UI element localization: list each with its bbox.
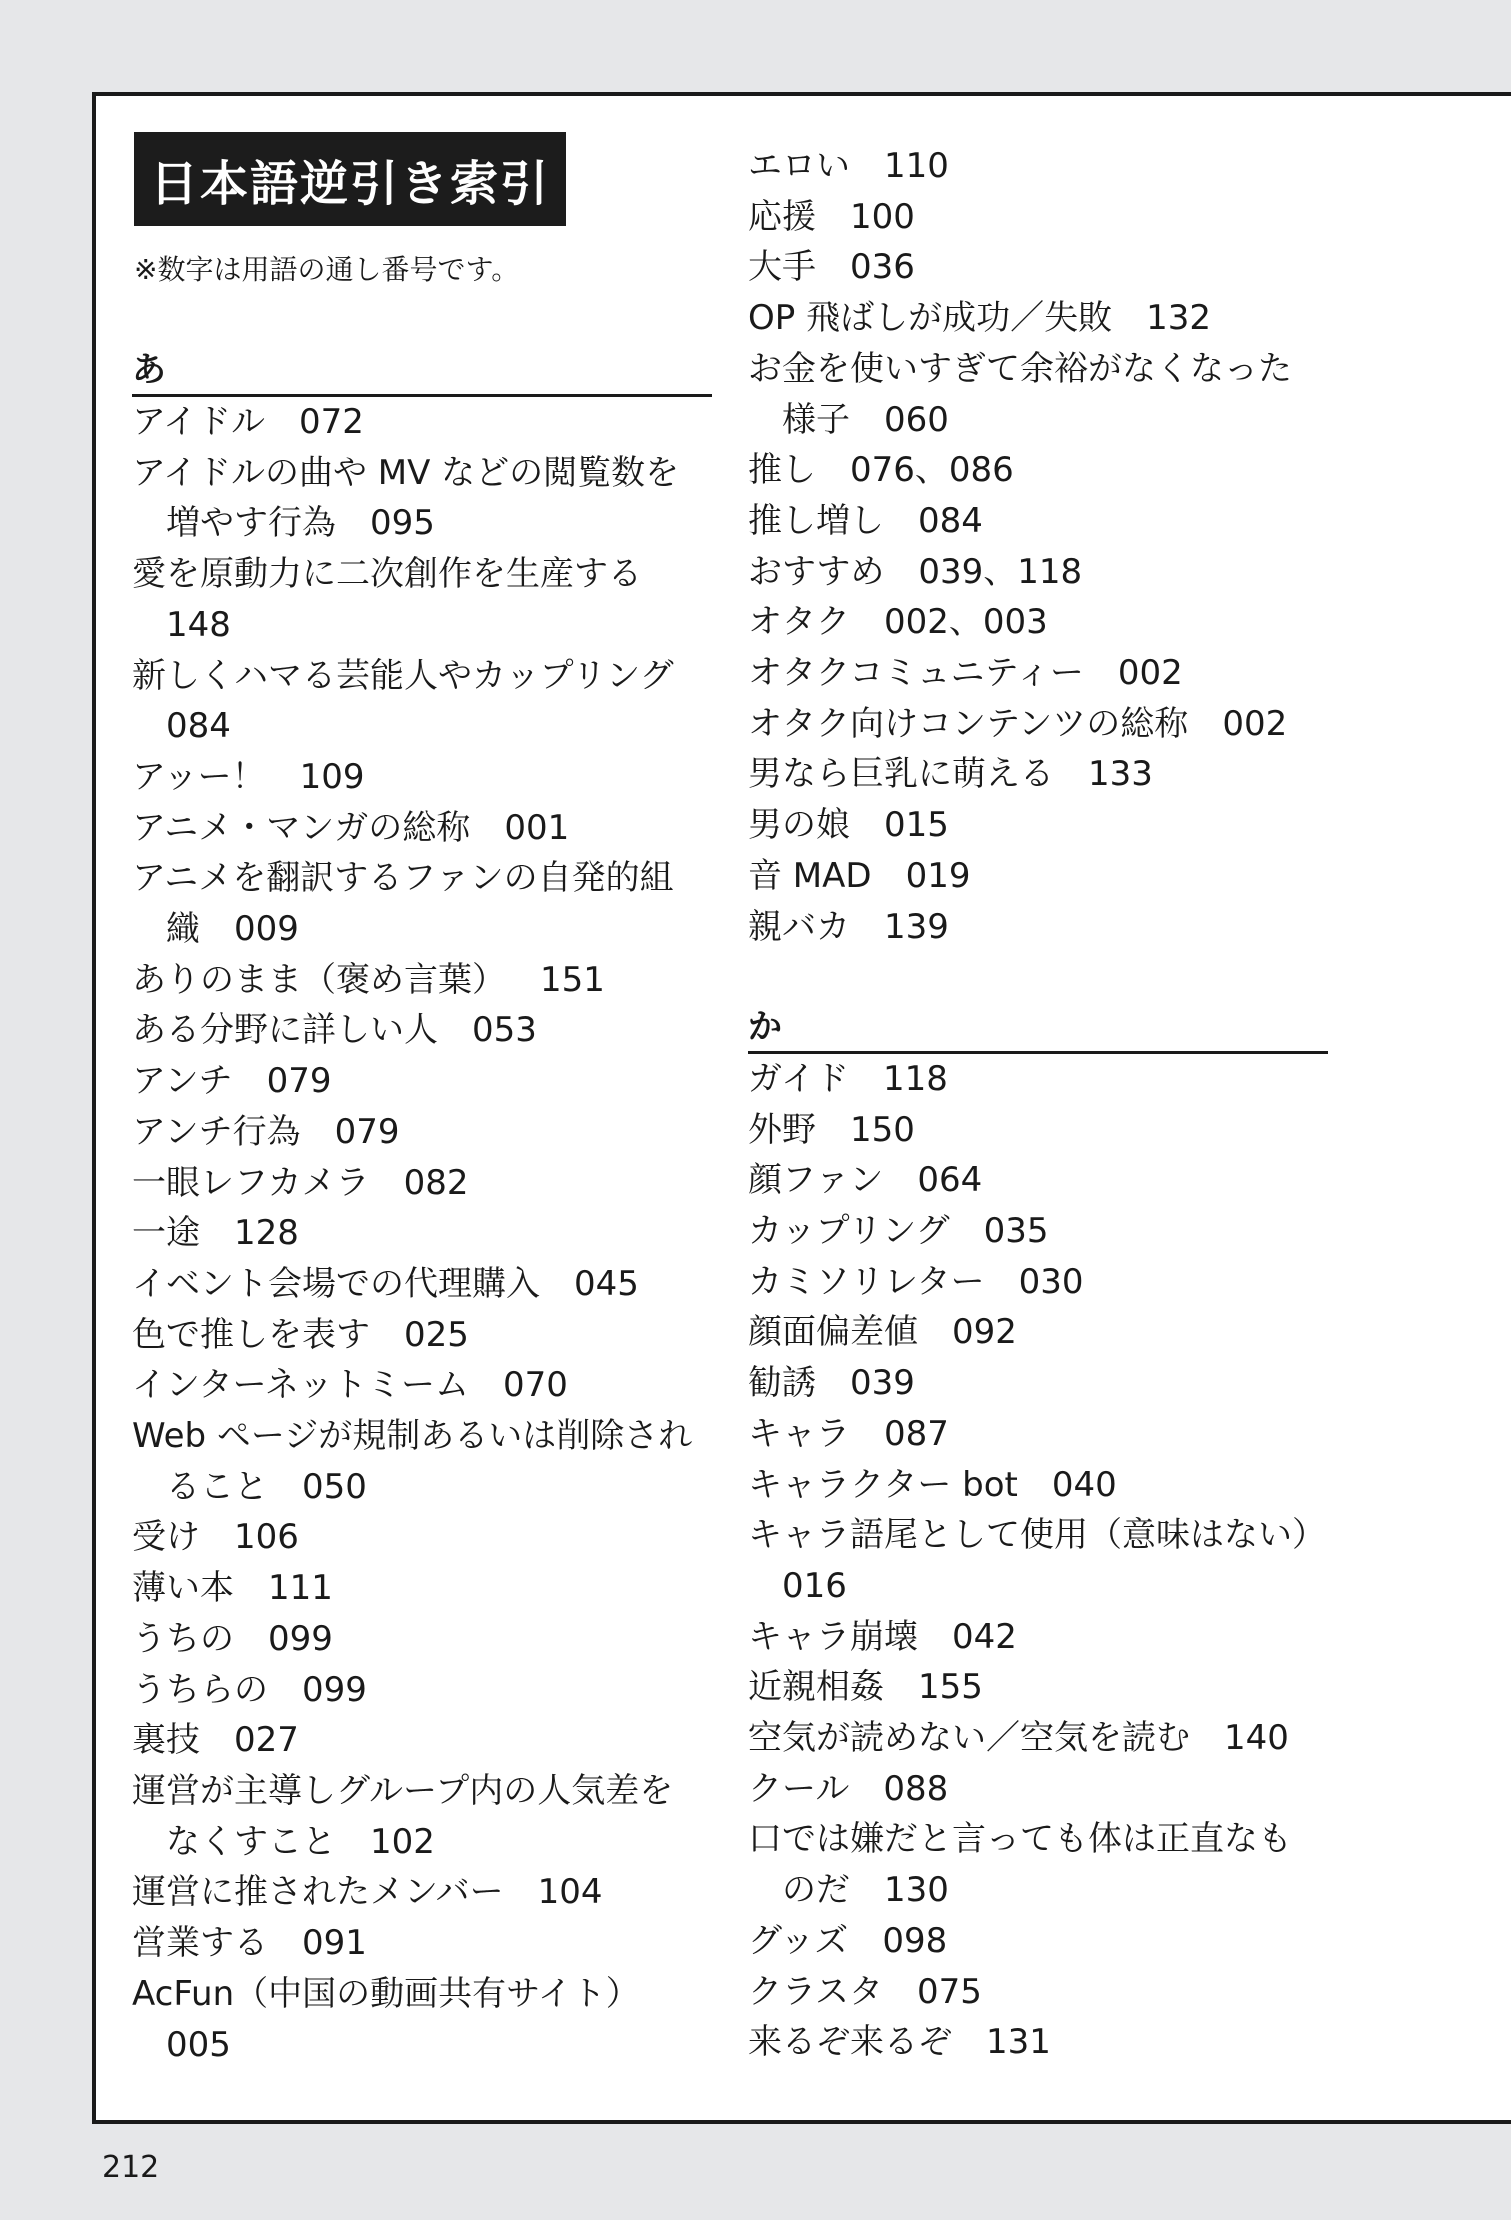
entry-term: 一眼レフカメラ [132, 1162, 370, 1203]
index-entry [132, 803, 712, 854]
entry-number: 087 [884, 1413, 949, 1454]
index-entry [748, 1713, 1328, 1764]
entry-number: 110 [884, 146, 949, 186]
entry-term: OP 飛ばしが成功／失敗 [748, 298, 1113, 339]
entry-term: グッズ [748, 1920, 849, 1961]
entry-term: オタク [748, 602, 850, 643]
entry-number: 151 [540, 959, 605, 1000]
entry-number: 025 [404, 1314, 469, 1355]
entry-term: 新しくハマる芸能人やカップリング [132, 655, 674, 696]
entry-term: 男なら巨乳に萌える [748, 754, 1054, 795]
entry-term: 受け [132, 1517, 200, 1558]
index-entry [132, 1259, 712, 1310]
entry-number: 109 [299, 756, 365, 797]
index-entry [748, 1510, 1328, 1561]
entry-number: 082 [403, 1162, 469, 1203]
index-entry [748, 749, 1328, 800]
entry-term: アニメを翻訳するファンの自発的組 [132, 858, 674, 899]
entry-term: イベント会場での代理購入 [132, 1263, 540, 1304]
entry-number: 102 [370, 1821, 435, 1862]
index-entry [748, 192, 1328, 243]
entry-term: ること [166, 1466, 268, 1507]
entry-number: 001 [504, 807, 570, 848]
index-entry [132, 1918, 712, 1969]
entry-number: 040 [1051, 1464, 1117, 1505]
index-entry-continuation [132, 701, 712, 752]
entry-term: Web ページが規制あるいは削除され [132, 1416, 693, 1457]
entry-number: 118 [882, 1058, 948, 1099]
index-entry [748, 648, 1328, 699]
index-column-right [748, 141, 1328, 2068]
index-entry [132, 955, 712, 1006]
entry-number: 095 [370, 503, 435, 544]
entry-number: 002 [1117, 653, 1183, 694]
index-entry [748, 1967, 1328, 2018]
index-entry [132, 1969, 712, 2020]
entry-number: 098 [882, 1920, 948, 1961]
index-entry-continuation [132, 904, 712, 955]
index-entry [132, 549, 712, 600]
entry-term: 親バカ [748, 906, 850, 947]
index-entry [132, 1715, 712, 1766]
entry-number: 155 [918, 1667, 983, 1708]
entry-number: 053 [472, 1010, 537, 1051]
page-number: 212 [102, 2150, 160, 2185]
entry-number: 009 [234, 909, 299, 950]
entry-number: 111 [268, 1568, 333, 1609]
entry-number: 039 [850, 1363, 915, 1404]
entry-number: 088 [883, 1768, 949, 1809]
entry-term: クラスタ [748, 1971, 883, 2012]
entry-term: 様子 [782, 399, 850, 440]
index-entry [748, 1054, 1328, 1105]
index-entry [132, 1360, 712, 1411]
entry-term: うちらの [132, 1669, 268, 1710]
entry-term: 顔面偏差値 [748, 1312, 918, 1353]
index-entry [132, 397, 712, 448]
index-entry [748, 851, 1328, 902]
section-header: か [748, 1003, 1328, 1054]
entry-term: キャラ崩壊 [748, 1616, 918, 1657]
entry-term: 増やす行為 [166, 503, 336, 544]
entry-number: 079 [334, 1111, 400, 1152]
entry-number: 084 [918, 500, 983, 541]
index-entry [132, 1766, 712, 1817]
index-entry [748, 1662, 1328, 1713]
entry-number: 132 [1146, 298, 1211, 339]
entry-term: 来るぞ来るぞ [748, 2022, 952, 2063]
entry-term: キャラクター bot [748, 1464, 1018, 1505]
index-entry [748, 1460, 1328, 1511]
index-entry [748, 1814, 1328, 1865]
entry-number: 070 [502, 1365, 568, 1406]
entry-term: アニメ・マンガの総称 [132, 807, 471, 848]
entry-term: オタク向けコンテンツの総称 [748, 703, 1189, 744]
entry-number: 106 [234, 1517, 299, 1558]
index-entry [748, 1155, 1328, 1206]
index-entry-continuation [748, 1561, 1328, 1612]
entry-term: 大手 [748, 247, 816, 288]
entry-term: 音 MAD [748, 855, 872, 896]
index-entry [748, 242, 1328, 293]
entry-number: 045 [574, 1263, 639, 1304]
index-entry [748, 800, 1328, 851]
index-entry-continuation [132, 498, 712, 549]
entry-term: 口では嫌だと言っても体は正直なも [748, 1819, 1292, 1860]
entry-term: ある分野に詳しい人 [132, 1010, 438, 1051]
entry-number: 091 [302, 1923, 367, 1964]
entry-term: 応援 [748, 196, 816, 237]
entry-term: おすすめ [748, 551, 885, 592]
entry-term: 空気が読めない／空気を読む [748, 1718, 1190, 1759]
entry-term: クール [748, 1768, 850, 1809]
entry-term: 推し増し [748, 500, 884, 541]
entry-term: アッー！ [132, 756, 266, 797]
entry-number: 015 [884, 805, 949, 846]
entry-term: アンチ行為 [132, 1111, 301, 1152]
entry-term: 運営が主導しグループ内の人気差を [132, 1770, 674, 1811]
entry-term: インターネットミーム [132, 1365, 469, 1406]
entry-term: 外野 [748, 1109, 816, 1150]
index-entry [748, 1257, 1328, 1308]
index-entry [132, 1208, 712, 1259]
entry-term: ガイド [748, 1058, 849, 1099]
entry-number: 005 [166, 2024, 231, 2065]
entry-number: 076、086 [850, 450, 1014, 491]
index-entry [132, 1614, 712, 1665]
entry-term: 顔ファン [748, 1160, 884, 1201]
index-entry [132, 651, 712, 702]
index-entry [748, 445, 1328, 496]
entry-number: 131 [986, 2022, 1051, 2063]
entry-term: カミソリレター [748, 1261, 985, 1302]
entry-term: お金を使いすぎて余裕がなくなった [748, 348, 1292, 389]
entry-term: キャラ語尾として使用（意味はない） [748, 1515, 1326, 1556]
index-column-left [132, 346, 712, 2070]
index-entry [748, 699, 1328, 750]
entry-number: 133 [1088, 754, 1153, 795]
index-entry [748, 1307, 1328, 1358]
entry-number: 092 [952, 1312, 1017, 1353]
entry-term: 織 [166, 909, 200, 950]
index-entry [132, 1563, 712, 1614]
entry-term: 営業する [132, 1923, 268, 1964]
index-entry-continuation [132, 600, 712, 651]
index-entry [132, 1158, 712, 1209]
entry-term: 裏技 [132, 1720, 200, 1761]
entry-number: 030 [1018, 1261, 1084, 1302]
entry-term: 一途 [132, 1213, 200, 1254]
index-entry-continuation [748, 395, 1328, 446]
index-entry [748, 496, 1328, 547]
entry-number: 027 [234, 1720, 299, 1761]
index-entry [132, 1107, 712, 1158]
index-entry [132, 448, 712, 499]
index-note: ※数字は用語の通し番号です。 [134, 253, 520, 286]
index-title: 日本語逆引き索引 [134, 132, 566, 226]
index-entry [748, 2017, 1328, 2068]
entry-term: アイドルの曲や MV などの閲覧数を [132, 452, 680, 493]
index-entry [748, 902, 1328, 953]
entry-number: 035 [983, 1211, 1049, 1252]
index-page [92, 92, 1511, 2124]
index-entry [748, 141, 1328, 192]
index-entry [132, 1411, 712, 1462]
entry-number: 016 [782, 1565, 847, 1606]
index-entry [748, 547, 1328, 598]
entry-number: 100 [850, 196, 915, 237]
index-entry [748, 1409, 1328, 1460]
entry-term: 薄い本 [132, 1568, 234, 1609]
entry-term: うちの [132, 1618, 234, 1659]
entry-number: 039、118 [918, 551, 1083, 592]
entry-term: アイドル [132, 402, 265, 442]
entry-term: AcFun（中国の動画共有サイト） [132, 1973, 640, 2014]
index-entry [748, 1105, 1328, 1156]
index-entry [132, 1512, 712, 1563]
entry-number: 150 [850, 1109, 915, 1150]
entry-term: 近親相姦 [748, 1667, 884, 1708]
entry-term: オタクコミュニティー [748, 653, 1084, 694]
entry-term: キャラ [748, 1413, 850, 1454]
index-entry-continuation [748, 1865, 1328, 1916]
entry-number: 042 [952, 1616, 1017, 1657]
entry-term: 男の娘 [748, 805, 850, 846]
index-entry [748, 1206, 1328, 1257]
index-entry [132, 1310, 712, 1361]
entry-number: 139 [884, 906, 949, 947]
index-entry [748, 1358, 1328, 1409]
entry-term: エロい [748, 146, 850, 186]
index-entry [132, 1005, 712, 1056]
index-entry-continuation [132, 1462, 712, 1513]
entry-term: アンチ [132, 1061, 233, 1102]
entry-term: 推し [748, 450, 816, 491]
index-entry [748, 597, 1328, 648]
entry-term: カップリング [748, 1211, 950, 1252]
index-entry [132, 1867, 712, 1918]
entry-term: ありのまま（褒め言葉） [132, 959, 506, 1000]
entry-number: 050 [302, 1466, 367, 1507]
index-entry [748, 1612, 1328, 1663]
index-entry [748, 293, 1328, 344]
entry-term: なくすこと [166, 1821, 336, 1862]
entry-number: 060 [884, 399, 949, 440]
entry-number: 079 [266, 1061, 332, 1102]
index-entry-continuation [132, 2020, 712, 2071]
entry-term: 勧誘 [748, 1363, 816, 1404]
entry-number: 128 [234, 1213, 299, 1254]
index-entry [132, 1665, 712, 1716]
index-entry-continuation [132, 1817, 712, 1868]
index-entry [748, 344, 1328, 395]
entry-number: 064 [917, 1160, 983, 1201]
index-entry [748, 1916, 1328, 1967]
index-entry [132, 853, 712, 904]
index-entry [748, 1764, 1328, 1815]
entry-term: のだ [782, 1870, 850, 1911]
entry-number: 072 [298, 402, 364, 442]
entry-number: 036 [850, 247, 915, 288]
entry-term: 運営に推されたメンバー [132, 1872, 504, 1913]
section-header: あ [132, 346, 712, 397]
entry-term: 愛を原動力に二次創作を生産する [132, 554, 642, 595]
index-entry [132, 1056, 712, 1107]
entry-number: 130 [884, 1870, 949, 1911]
entry-number: 002、003 [884, 602, 1048, 643]
entry-term: 色で推しを表す [132, 1314, 370, 1355]
index-entry [132, 752, 712, 803]
entry-number: 084 [166, 706, 231, 747]
entry-number: 002 [1222, 703, 1288, 744]
entry-number: 099 [268, 1618, 333, 1659]
entry-number: 099 [302, 1669, 367, 1710]
entry-number: 140 [1224, 1718, 1289, 1759]
section-gap [748, 952, 1328, 1003]
entry-number: 148 [166, 604, 231, 645]
entry-number: 075 [916, 1971, 982, 2012]
entry-number: 104 [537, 1872, 603, 1913]
entry-number: 019 [905, 855, 971, 896]
